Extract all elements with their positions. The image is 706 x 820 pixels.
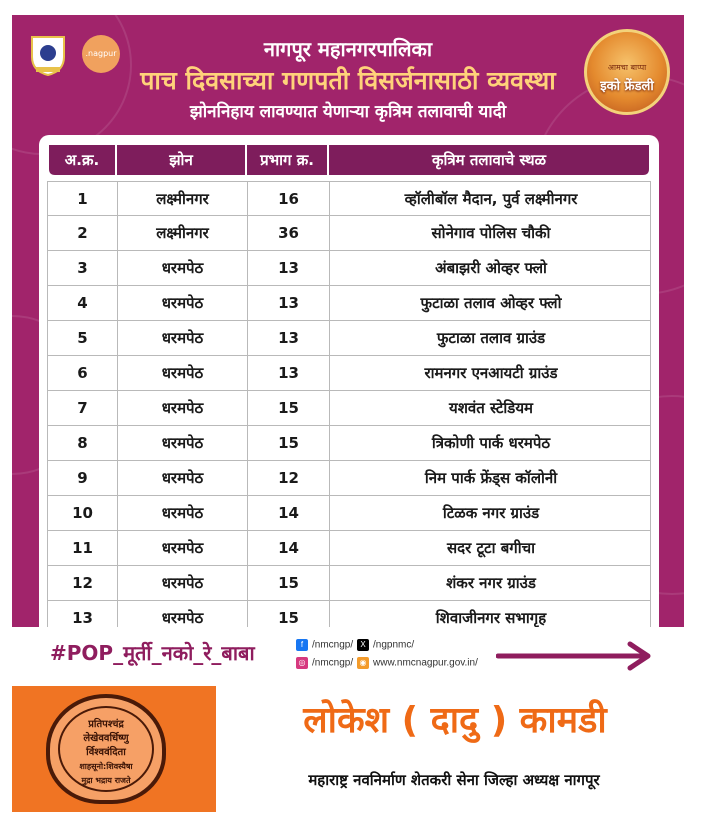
cell-zone: धरमपेठ	[118, 461, 248, 495]
cell-zone: लक्ष्मीनगर	[118, 182, 248, 216]
pond-list-table	[39, 135, 659, 627]
cell-ward: 15	[248, 426, 330, 460]
cell-ward: 15	[248, 391, 330, 425]
cell-location: सदर टूटा बगीचा	[447, 539, 535, 557]
cell-ward: 13	[248, 251, 330, 285]
cell-zone: धरमपेठ	[118, 426, 248, 460]
cell-location: रामनगर एनआयटी ग्राउंड	[424, 364, 558, 382]
table-row	[47, 321, 651, 356]
sponsor-designation: महाराष्ट्र नवनिर्माण शेतकरी सेना जिल्हा अध्यक्ष नागपूर	[308, 771, 600, 789]
cell-ward: 14	[248, 496, 330, 530]
nagpur-logo: .nagpur	[82, 35, 120, 73]
cell-zone: धरमपेठ	[118, 566, 248, 600]
cell-zone: धरमपेठ	[118, 391, 248, 425]
table-row	[47, 601, 651, 627]
cell-sr: 3	[48, 251, 118, 285]
instagram-handle: /nmcngp/	[312, 657, 354, 669]
cell-sr: 1	[48, 182, 118, 216]
x-icon: X	[357, 639, 369, 651]
cell-location: फुटाळा तलाव ओव्हर फ्लो	[420, 294, 562, 312]
sponsor-name: लोकेश ( दादु ) कामडी	[303, 700, 607, 741]
cell-location: व्हॉलीबॉल मैदान, पुर्व लक्ष्मीनगर	[404, 190, 578, 208]
cell-location: सोनेगाव पोलिस चौकी	[431, 224, 551, 242]
org-title: नागपूर महानगरपालिका	[263, 37, 433, 61]
cell-ward: 12	[248, 461, 330, 495]
cell-sr: 11	[48, 531, 118, 565]
sponsor-banner	[12, 686, 684, 812]
table-row	[47, 566, 651, 601]
seal-line: लेखेववर्धिष्णु	[83, 733, 129, 744]
table-row	[47, 286, 651, 321]
instagram-link[interactable]	[296, 657, 353, 669]
col-header-ward: प्रभाग क्र.	[260, 151, 314, 169]
cell-ward: 13	[248, 356, 330, 390]
cell-location: टिळक नगर ग्राउंड	[442, 504, 540, 522]
cell-sr: 4	[48, 286, 118, 320]
x-link[interactable]	[357, 639, 414, 651]
eco-friendly-badge	[584, 29, 670, 115]
banner-orange-panel	[12, 686, 216, 812]
arrow-right-icon	[496, 641, 656, 671]
table-row	[47, 531, 651, 566]
cell-zone: धरमपेठ	[118, 251, 248, 285]
table-row	[47, 461, 651, 496]
page-title: पाच दिवसाच्या गणपती विसर्जनासाठी व्यवस्था	[140, 66, 556, 95]
cell-location: शिवाजीनगर सभागृह	[435, 609, 547, 627]
cell-zone: लक्ष्मीनगर	[118, 216, 248, 250]
cell-location: शंकर नगर ग्राउंड	[446, 574, 536, 592]
cell-zone: धरमपेठ	[118, 286, 248, 320]
x-handle: /ngpnmc/	[373, 639, 415, 651]
cell-zone: धरमपेठ	[118, 496, 248, 530]
cell-sr: 6	[48, 356, 118, 390]
cell-location: अंबाझरी ओव्हर फ्लो	[435, 259, 547, 277]
col-header-location: कृत्रिम तलावाचे स्थळ	[432, 151, 546, 169]
cell-ward: 15	[248, 566, 330, 600]
globe-icon: ◉	[357, 657, 369, 669]
seal-line: प्रतिपश्चंद्र	[88, 719, 124, 730]
cell-sr: 12	[48, 566, 118, 600]
cell-ward: 15	[248, 601, 330, 627]
hashtag-text: #POP_मूर्ती_नको_रे_बाबा	[50, 641, 255, 665]
seal-line: शाहसूनो:शिवस्यैषा	[79, 762, 133, 771]
cell-zone: धरमपेठ	[118, 321, 248, 355]
seal-line: र्विश्ववंदिता	[86, 747, 126, 758]
cell-location: त्रिकोणी पार्क धरमपेठ	[431, 434, 551, 452]
table-row	[47, 391, 651, 426]
page-subtitle: झोननिहाय लावण्यात येणाऱ्या कृत्रिम तलावाची यादी	[189, 102, 507, 122]
table-row	[47, 496, 651, 531]
table-row	[47, 181, 651, 216]
website-url: www.nmcnagpur.gov.in/	[373, 657, 478, 669]
cell-zone: धरमपेठ	[118, 531, 248, 565]
poster	[12, 15, 684, 627]
eco-badge-top-text: आमचा बाप्पा	[607, 63, 647, 72]
cell-zone: धरमपेठ	[118, 601, 248, 627]
cell-location: फुटाळा तलाव ग्राउंड	[436, 329, 546, 347]
table-body	[47, 181, 651, 627]
cell-location: निम पार्क फ्रेंड्स कॉलोनी	[424, 469, 558, 487]
cell-ward: 14	[248, 531, 330, 565]
footer-band	[12, 627, 684, 683]
seal-line: मुद्रा भद्राय राजते	[81, 776, 131, 785]
cell-zone: धरमपेठ	[118, 356, 248, 390]
facebook-link[interactable]	[296, 639, 353, 651]
seal-text	[58, 706, 154, 792]
table-row	[47, 216, 651, 251]
cell-ward: 13	[248, 286, 330, 320]
website-link[interactable]	[357, 657, 478, 669]
col-header-zone: झोन	[169, 151, 193, 169]
cell-ward: 16	[248, 182, 330, 216]
mudra-seal-logo	[46, 694, 166, 804]
instagram-icon: ◎	[296, 657, 308, 669]
cell-sr: 8	[48, 426, 118, 460]
table-row	[47, 356, 651, 391]
table-header	[49, 145, 649, 175]
eco-badge-main-text: इको फ्रेंडली	[600, 79, 654, 94]
cell-ward: 13	[248, 321, 330, 355]
cell-sr: 5	[48, 321, 118, 355]
cell-sr: 2	[48, 216, 118, 250]
cell-sr: 13	[48, 601, 118, 627]
cell-ward: 36	[248, 216, 330, 250]
facebook-icon: f	[296, 639, 308, 651]
col-header-sr: अ.क्र.	[64, 151, 100, 169]
cell-sr: 7	[48, 391, 118, 425]
table-row	[47, 251, 651, 286]
table-row	[47, 426, 651, 461]
cell-sr: 9	[48, 461, 118, 495]
cell-sr: 10	[48, 496, 118, 530]
cell-location: यशवंत स्टेडियम	[449, 399, 533, 417]
facebook-handle: /nmcngp/	[312, 639, 354, 651]
